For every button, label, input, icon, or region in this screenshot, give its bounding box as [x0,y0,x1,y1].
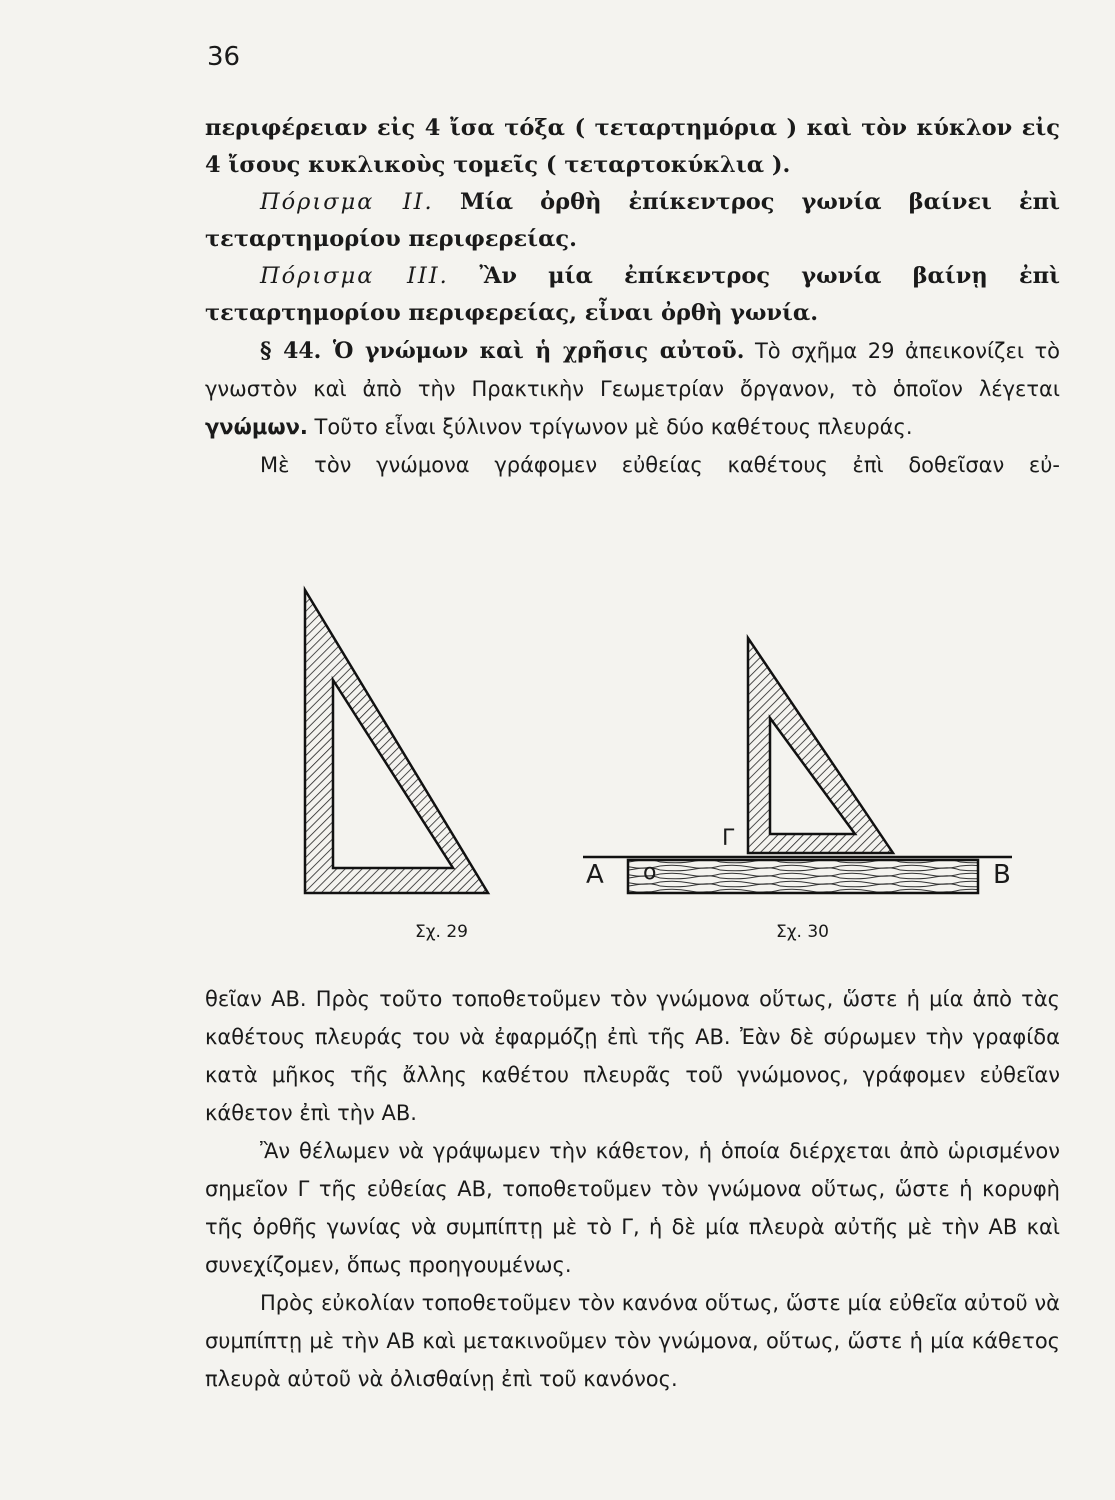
paragraph-last: Πρὸς εὐκολίαν τοποθετοῦμεν τὸν κανόνα οὕτως, ὥστε μία εὐθεῖα αὐτοῦ νὰ συμπίπτῃ μὲ τὴν ΑΒ καὶ μετακινοῦμεν τὸν γνώμονα, οὕτως, ὥστε ἡ μία κάθετος πλευρὰ αὐτοῦ νὰ ὀλισθαίνῃ ἐπὶ τοῦ κανόνος. [205,1291,1060,1391]
section-44-text2: Τοῦτο εἶναι ξύλινον τρίγωνον μὲ δύο καθέτους πλευράς. [307,415,913,439]
paragraph-continuation: περιφέρειαν εἰς 4 ἴσα τόξα ( τεταρτημόρια ) καὶ τὸν κύκλον εἰς 4 ἴσους κυκλικοὺς τομεῖς ( τεταρτοκύκλια ). [205,115,1060,178]
fig30-caption: Σχ. 30 [776,922,830,942]
fig30-label-o: ο [643,860,657,885]
porisma-2-label: Πόρισμα ΙΙ. [260,189,434,215]
fig29-caption: Σχ. 29 [415,922,469,942]
porisma-3-text: Ἂν μία ἐπίκεντρος γωνία βαίνῃ ἐπὶ τεταρτημορίου περιφερείας, εἶναι ὀρθὴ γωνία. [205,263,1060,326]
fig30-label-b: Β [993,860,1011,890]
section-44-term: γνώμων. [205,415,308,439]
section-44-text: Τὸ σχῆμα 29 ἀπεικονίζει τὸ γνωστὸν καὶ ἀπὸ τὴν Πρακτικὴν Γεωμετρίαν ὄργανον, τὸ ὁποῖον λέγεται [205,339,1060,401]
fig30-label-g: Γ [722,826,735,851]
figure-30-setup [583,638,1012,893]
paragraph-mid: Μὲ τὸν γνώμονα γράφομεν εὐθείας καθέτους ἐπὶ δοθεῖσαν εὐ- [260,453,1060,477]
fig30-label-a: Α [586,860,604,890]
text-block-bottom [205,980,1060,1398]
paragraph-next: Ἂν θέλωμεν νὰ γράψωμεν τὴν κάθετον, ἡ ὁποία διέρχεται ἀπὸ ὡρισμένον σημεῖον Γ τῆς εὐθείας ΑΒ, τοποθετοῦμεν τὸν γνώμονα οὕτως, ὥστε ἡ κορυφὴ τῆς ὀρθῆς γωνίας νὰ συμπίπτῃ μὲ τὸ Γ, ἡ δὲ μία πλευρὰ αὐτῆς μὲ τὴν ΑΒ καὶ συνεχίζομεν, ὅπως προηγουμένως. [205,1139,1060,1277]
section-44-heading: § 44. Ὁ γνώμων καὶ ἡ χρῆσις αὐτοῦ. [260,338,745,364]
porisma-2-text: Μία ὀρθὴ ἐπίκεντρος γωνία βαίνει ἐπὶ τεταρτημορίου περιφερείας. [205,189,1060,252]
page-number: 36 [207,42,241,72]
paragraph-after-figures: θεῖαν ΑΒ. Πρὸς τοῦτο τοποθετοῦμεν τὸν γνώμονα οὕτως, ὥστε ἡ μία ἀπὸ τὰς καθέτους πλευράς του νὰ ἐφαρμόζῃ ἐπὶ τῆς ΑΒ. Ἐὰν δὲ σύρωμεν τὴν γραφίδα κατὰ μῆκος τῆς ἄλλης καθέτου πλευρᾶς τοῦ γνώμονος, γράφομεν εὐθεῖαν κάθετον ἐπὶ τὴν ΑΒ. [205,987,1060,1125]
porisma-3-label: Πόρισμα ΙΙΙ. [260,263,449,289]
figure-29-set-square [305,590,488,893]
